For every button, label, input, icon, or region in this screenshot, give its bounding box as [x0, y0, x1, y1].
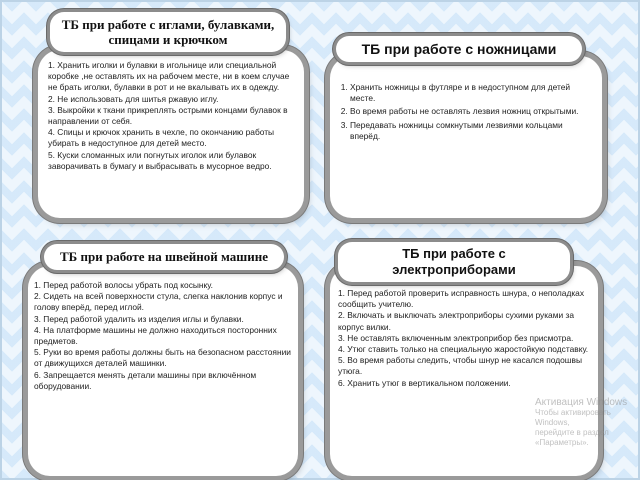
needles-rule-3: 3. Выкройки к ткани прикреплять острыми концами булавок в направлении от себя. — [48, 104, 288, 127]
sewing-rule-1: 1. Перед работой волосы убрать под косынку. — [34, 280, 213, 290]
needles-safety-card — [38, 50, 304, 218]
electrical-safety-title: ТБ при работе с электроприборами — [338, 242, 570, 282]
scissors-safety-title: ТБ при работе с ножницами — [336, 36, 582, 62]
needles-safety-list — [48, 60, 296, 172]
watermark-line-1: Чтобы активировать Windows, — [535, 408, 611, 427]
watermark-line-2: перейдите в раздел «Параметры». — [535, 428, 609, 447]
sewing-rule-4: 4. На платформе машины не должно находиться посторонних предметов. — [34, 324, 277, 347]
sewing-machine-safety-list — [34, 280, 292, 392]
sewing-rule-2: 2. Сидеть на всей поверхности стула, слегка наклонив корпус и голову вперёд, перед иглой. — [34, 291, 283, 313]
needles-rule-2: 2. Не использовать для шитья ржавую иглу. — [48, 93, 219, 104]
sewing-machine-safety-title: ТБ при работе на швейной машине — [44, 244, 284, 270]
sewing-rule-6: 6. Запрещается менять детали машины при включённом оборудовании. — [34, 369, 257, 391]
scissors-rule-1: 1. Хранить ножницы в футляре и в недоступном для детей месте. — [350, 82, 590, 104]
scissors-safety-list — [334, 82, 590, 144]
windows-activation-watermark — [535, 398, 635, 448]
scissors-safety-card — [330, 56, 602, 218]
sewing-rule-3: 3. Перед работой удалить из изделия иглы и булавки. — [34, 313, 244, 324]
electrical-rule-6: 6. Хранить утюг в вертикальном положении. — [338, 377, 511, 388]
electrical-safety-list — [338, 288, 590, 389]
sewing-rule-5: 5. Руки во время работы должны быть на безопасном расстоянии от движущихся деталей машинки. — [34, 347, 291, 369]
needles-rule-5: 5. Куски сломанных или погнутых иголок или булавок заворачивать в бумагу и выбрасывать в мусорное ведро. — [48, 149, 272, 171]
watermark-title: Активация Windows — [535, 397, 628, 408]
needles-rule-1: 1. Хранить иголки и булавки в игольнице или специальной коробке ,не оставлять их на рабочем месте, ни в коем случае не брать иголки, булавки в рот и не вкалывать их в одежду. — [48, 60, 290, 93]
electrical-rule-4: 4. Утюг ставить только на специальную жаростойкую подставку. — [338, 344, 589, 355]
electrical-rule-3: 3. Не оставлять включенным электроприбор без присмотра. — [338, 332, 574, 343]
electrical-rule-1: 1. Перед работой проверить исправность шнура, о неполадках сообщить учителю. — [338, 288, 585, 310]
electrical-rule-2: 2. Включать и выключать электроприборы сухими руками за корпус вилки. — [338, 310, 574, 332]
electrical-rule-5: 5. Во время работы следить, чтобы шнур не касался подошвы утюга. — [338, 355, 582, 377]
needles-rule-4: 4. Спицы и крючок хранить в чехле, по окончанию работы убирать в недоступное для детей место. — [48, 127, 275, 149]
sewing-machine-safety-card — [28, 266, 298, 476]
needles-safety-title: ТБ при работе с иглами, булавками, спицами и крючком — [50, 12, 286, 52]
scissors-rule-2: 2. Во время работы не оставлять лезвия ножниц открытыми. — [350, 106, 590, 117]
scissors-rule-3: 3. Передавать ножницы сомкнутыми лезвиями кольцами вперёд. — [350, 120, 590, 142]
